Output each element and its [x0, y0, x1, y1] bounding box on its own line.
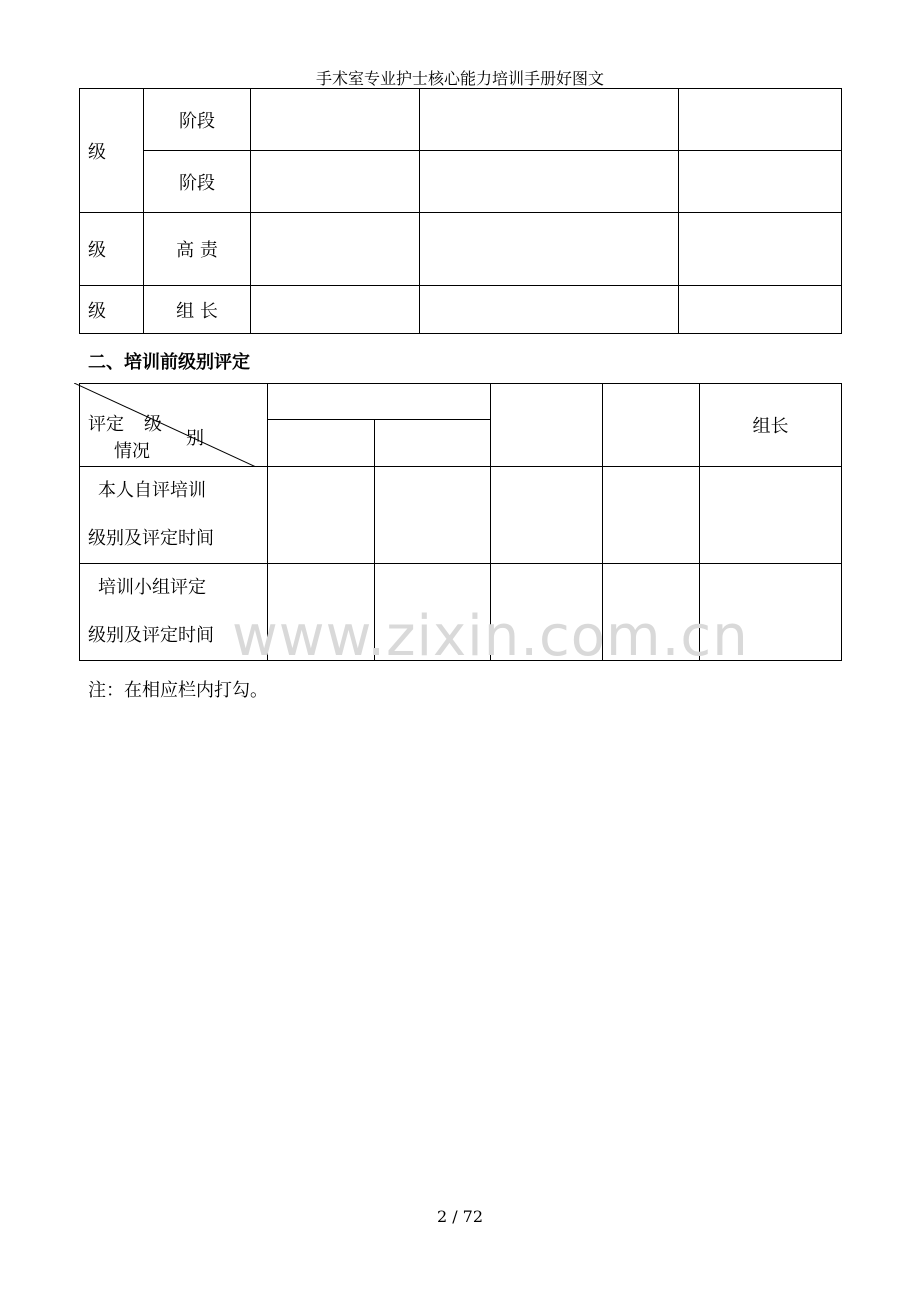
stage-cell: 阶段	[144, 89, 251, 151]
page-header-title: 手术室专业护士核心能力培训手册好图文	[315, 69, 604, 88]
empty-cell	[679, 213, 842, 286]
level-cell: 级	[80, 213, 144, 286]
empty-cell	[268, 467, 375, 564]
row-label-cell	[80, 467, 268, 564]
row-label-line: 本人自评培训	[98, 480, 206, 501]
table-row	[80, 89, 842, 151]
row-label-line: 培训小组评定	[98, 577, 206, 598]
empty-cell	[268, 420, 375, 467]
empty-cell	[679, 89, 842, 151]
watermark: www.zixin.com.cn	[232, 604, 749, 669]
stage-cell: 阶段	[144, 151, 251, 213]
level-cell: 级	[80, 89, 144, 213]
diag-label: 别	[186, 428, 204, 449]
role-cell: 高 责	[144, 213, 251, 286]
row-label-line: 级别及评定时间	[88, 625, 214, 646]
table-row	[80, 286, 842, 334]
diagonal-header-cell	[80, 384, 268, 467]
empty-cell	[700, 467, 842, 564]
table-row	[80, 151, 842, 213]
row-label-line: 级别及评定时间	[88, 528, 214, 549]
empty-cell	[491, 467, 603, 564]
empty-cell	[679, 286, 842, 334]
empty-cell	[375, 467, 491, 564]
empty-cell	[679, 151, 842, 213]
team-leader-header: 组长	[700, 384, 842, 467]
table-row	[80, 213, 842, 286]
empty-cell	[251, 89, 420, 151]
empty-cell	[420, 286, 679, 334]
empty-cell	[491, 384, 603, 467]
level-cell: 级	[80, 286, 144, 334]
table-row	[80, 467, 842, 564]
note-text: 注：在相应栏内打勾。	[88, 680, 268, 701]
diag-label: 级	[144, 414, 162, 435]
level-table	[79, 88, 842, 334]
empty-cell	[268, 384, 491, 420]
diag-label: 情况	[114, 441, 150, 462]
empty-cell	[251, 286, 420, 334]
empty-cell	[603, 384, 700, 467]
empty-cell	[603, 467, 700, 564]
diag-label: 评定	[88, 414, 124, 435]
page-number: 2 / 72	[436, 1207, 484, 1226]
empty-cell	[251, 151, 420, 213]
empty-cell	[251, 213, 420, 286]
section-heading: 二、培训前级别评定	[88, 352, 250, 373]
table-row	[80, 384, 842, 420]
empty-cell	[420, 89, 679, 151]
role-cell: 组 长	[144, 286, 251, 334]
empty-cell	[375, 420, 491, 467]
empty-cell	[420, 213, 679, 286]
empty-cell	[420, 151, 679, 213]
